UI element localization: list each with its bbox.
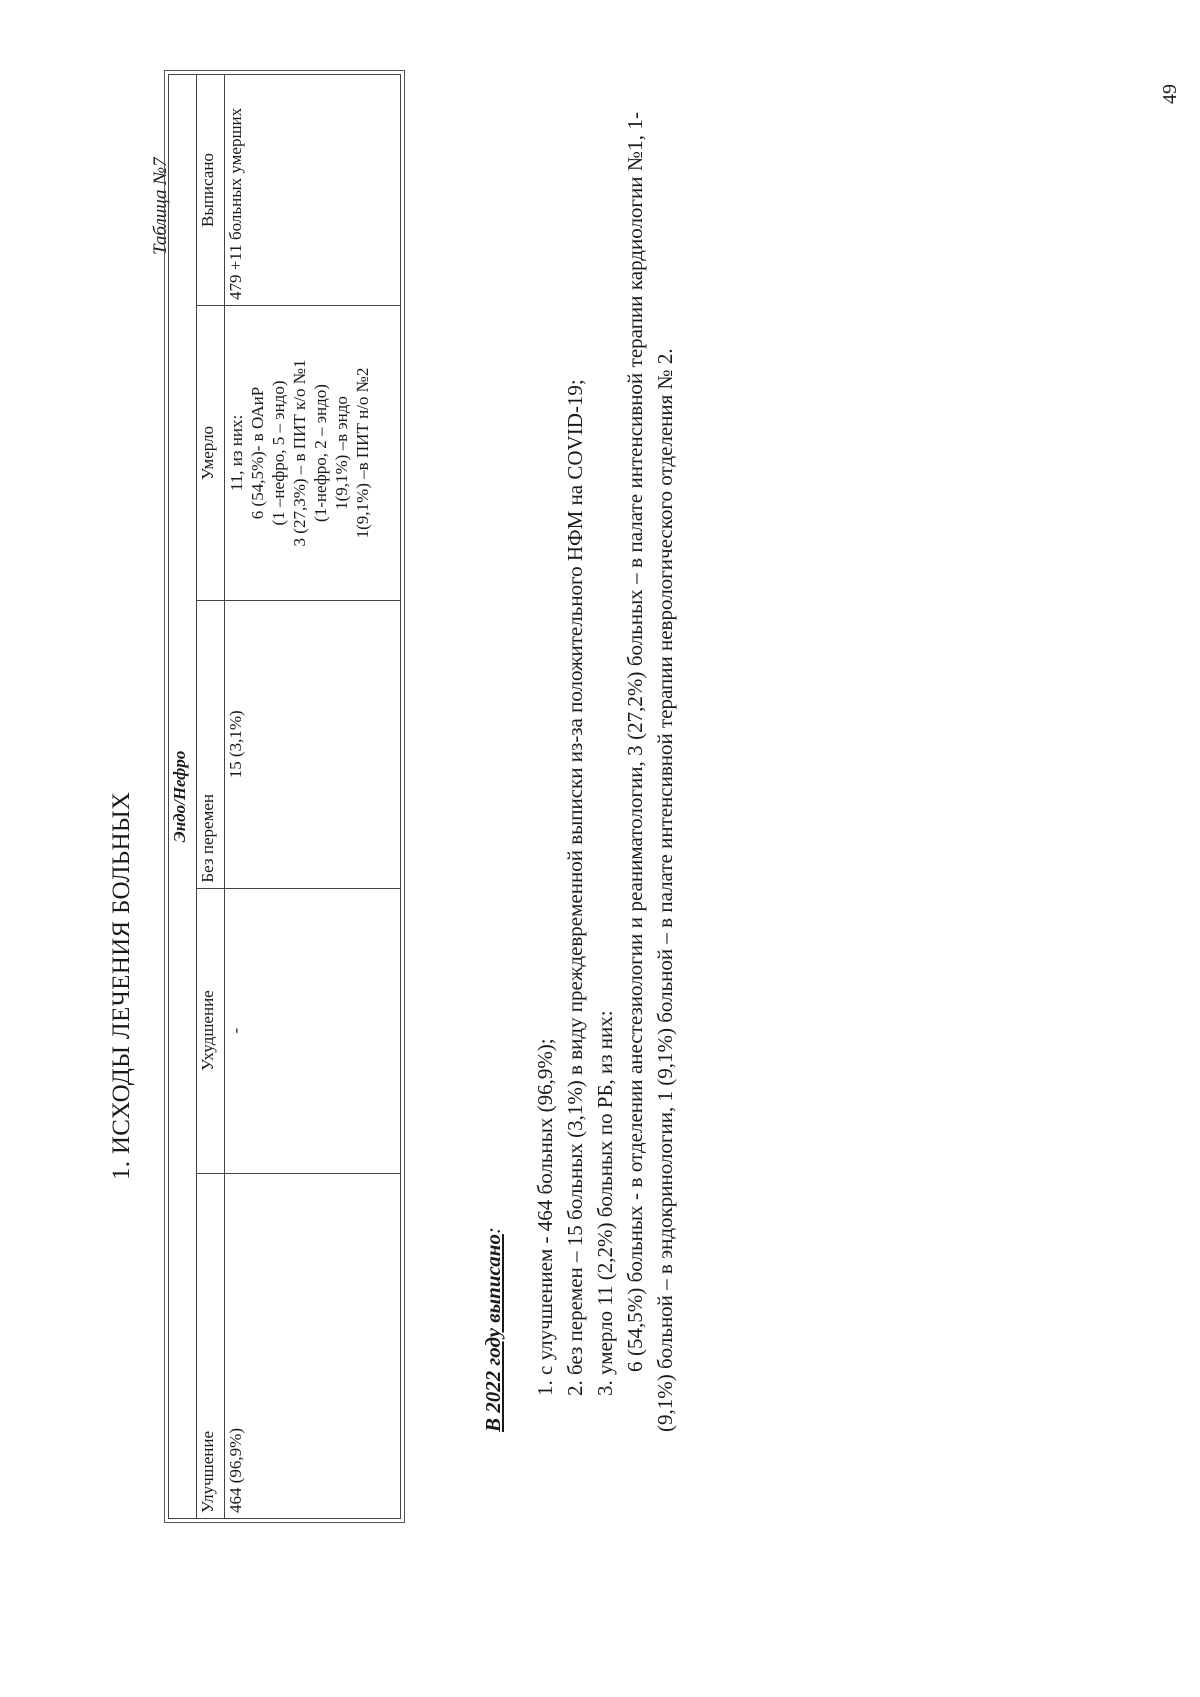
summary-item: 2. без перемен – 15 больных (3,1%) в виду преждевременной выписки из-за положительного НФМ на COVID-19; — [563, 379, 587, 1396]
died-line: (1-нефро, 2 – эндо) — [311, 384, 330, 522]
page-number: 49 — [1159, 84, 1181, 104]
table-row — [225, 75, 401, 1519]
column-header-improvement: Улучшение — [197, 1173, 225, 1518]
group-header: Эндо/Нефро — [169, 75, 197, 1519]
outcomes-table — [168, 74, 401, 1519]
column-header-discharged: Выписано — [197, 75, 225, 306]
table-header-row — [197, 75, 225, 1519]
cell-no-change: 15 (3,1%) — [225, 600, 401, 888]
table-group-row — [169, 75, 197, 1519]
cell-discharged: 479 +11 больных умерших — [225, 75, 401, 306]
summary-heading — [478, 112, 508, 1432]
summary-item: 3. умерло 11 (2,2%) больных по РБ, из них: — [593, 1010, 617, 1396]
table-caption: Таблица №7 — [150, 157, 171, 255]
column-header-no-change: Без перемен — [197, 600, 225, 888]
died-line: 3 (27,3%) – в ПИТ к/о №1 — [290, 359, 309, 547]
died-line: 1(9,1%) –в ПИТ н/о №2 — [353, 367, 372, 539]
page-title: 1. ИСХОДЫ ЛЕЧЕНИЯ БОЛЬНЫХ — [108, 791, 135, 1180]
column-header-worsening: Ухудшение — [197, 888, 225, 1173]
cell-worsening: - — [225, 888, 401, 1173]
summary-heading-text: В 2022 году выписано — [481, 1234, 505, 1432]
summary-section — [478, 112, 680, 1432]
died-line: (1 –нефро, 5 – эндо) — [269, 380, 288, 526]
cell-died — [225, 306, 401, 601]
summary-heading-colon: : — [481, 1227, 505, 1235]
summary-item: 1. с улучшением - 464 больных (96,9%); — [533, 1038, 557, 1396]
died-line: 11, из них: — [227, 414, 246, 492]
column-header-died: Умерло — [197, 306, 225, 601]
summary-paragraph: 6 (54,5%) больных - в отделении анестезиологии и реаниматологии, 3 (27,2%) больных – в палате интенсивной терапии кардиологии №1, 1- (9,1%) больной – в эндокринологии, 1 (9,1%) больной – в палате интенсивной терапии неврологического отделения № 2. — [623, 112, 677, 1432]
cell-improvement: 464 (96,9%) — [225, 1173, 401, 1518]
died-line: 1(9,1%) –в эндо — [332, 396, 351, 510]
died-line: 6 (54,5%)- в ОАиР — [248, 386, 267, 520]
